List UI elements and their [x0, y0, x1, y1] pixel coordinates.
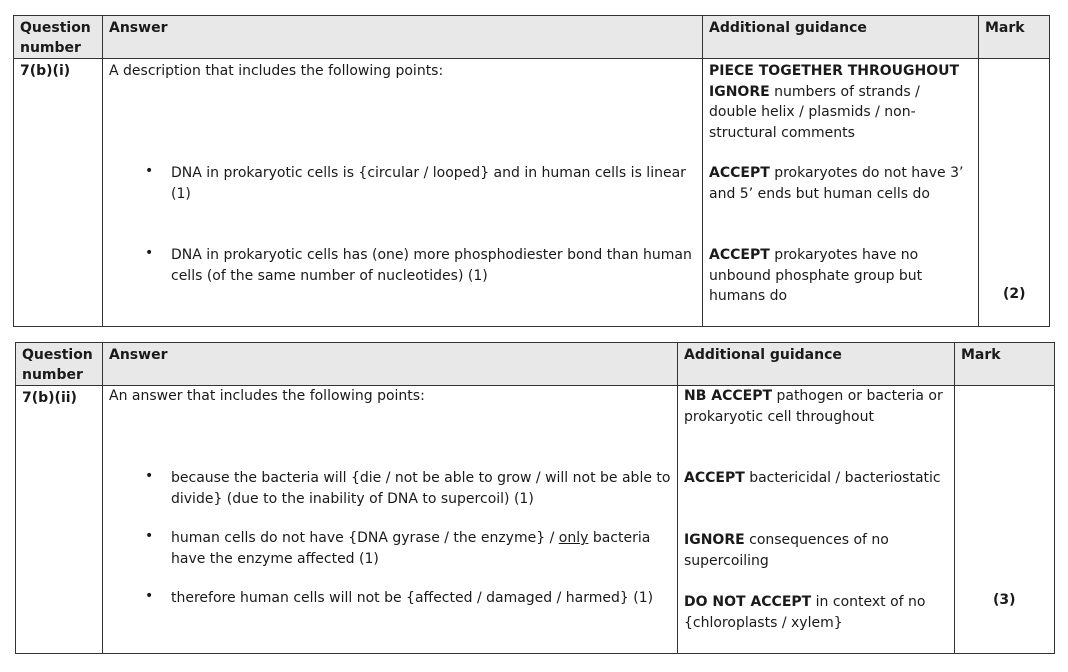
header-mark: Mark: [979, 16, 1050, 59]
guidance-bold: IGNORE: [684, 532, 745, 548]
guidance-bold: PIECE TOGETHER THROUGHOUT: [709, 63, 960, 79]
bullet-text: because the bacteria will {die / not be able to grow / will not be able to divide} (due to the inability of DNA to supercoil) (1): [171, 470, 671, 507]
mark-scheme-table-1: [13, 15, 1050, 327]
guidance-note: [709, 163, 971, 204]
bullet-text: DNA in prokaryotic cells has (one) more phosphodiester bond than human cells (of the same number of nucleotides) (1): [171, 247, 692, 284]
question-number-cell: [16, 386, 103, 654]
guidance-text: numbers of strands / double helix / plasmids / non-structural comments: [709, 83, 920, 141]
mark-value: (2): [1003, 286, 1026, 302]
header-question-number: Question number: [14, 16, 103, 59]
mark-cell: [955, 386, 1055, 654]
answer-cell: [103, 59, 703, 327]
mark-cell: [979, 59, 1050, 327]
mark-scheme-table-2: [15, 342, 1055, 654]
guidance-bold: DO NOT ACCEPT: [684, 594, 812, 610]
guidance-bold: IGNORE: [709, 83, 770, 100]
answer-cell: [103, 386, 678, 654]
guidance-cell: [703, 59, 979, 327]
header-mark: Mark: [955, 343, 1055, 386]
answer-intro: A description that includes the following points:: [109, 63, 444, 79]
guidance-text: prokaryotes have no unbound phosphate group but humans do: [709, 247, 923, 304]
bullet-icon: •: [145, 588, 154, 604]
guidance-bold: ACCEPT: [709, 165, 770, 181]
bullet-icon: •: [145, 528, 154, 544]
guidance-note: [684, 530, 946, 571]
mark-value: (3): [993, 592, 1016, 608]
guidance-note: [684, 468, 946, 489]
bullet-text-part: human cells do not have {DNA gyrase / the enzyme} /: [171, 530, 559, 546]
guidance-note: [709, 245, 971, 307]
header-question-number: Question number: [16, 343, 103, 386]
question-number-cell: [14, 59, 103, 327]
guidance-note: [684, 386, 946, 427]
header-answer: Answer: [103, 343, 678, 386]
guidance-cell: [678, 386, 955, 654]
header-additional-guidance: Additional guidance: [678, 343, 955, 386]
header-additional-guidance: Additional guidance: [703, 16, 979, 59]
guidance-bold: ACCEPT: [684, 470, 745, 486]
guidance-bold: NB ACCEPT: [684, 388, 773, 404]
guidance-bold: ACCEPT: [709, 247, 770, 263]
guidance-text: consequences of no supercoiling: [684, 532, 889, 569]
question-number: 7(b)(ii): [22, 390, 77, 406]
bullet-text-underlined: only: [558, 530, 589, 546]
bullet-icon: •: [145, 163, 154, 179]
guidance-note: [709, 61, 971, 143]
guidance-note: [684, 592, 946, 633]
guidance-text: prokaryotes do not have 3’ and 5’ ends but human cells do: [709, 165, 964, 202]
question-number: 7(b)(i): [20, 63, 71, 79]
bullet-text: [171, 528, 651, 569]
bullet-icon: •: [145, 468, 154, 484]
answer-intro: An answer that includes the following points:: [109, 388, 425, 404]
guidance-text: bactericidal / bacteriostatic: [744, 470, 941, 486]
bullet-text-part: bacteria have the enzyme affected (1): [171, 530, 651, 567]
bullet-text: therefore human cells will not be {affected / damaged / harmed} (1): [171, 590, 654, 606]
bullet-text: DNA in prokaryotic cells is {circular / looped} and in human cells is linear (1): [171, 165, 686, 202]
guidance-text: pathogen or bacteria or prokaryotic cell throughout: [684, 388, 943, 425]
guidance-text: in context of no {chloroplasts / xylem}: [684, 594, 926, 631]
bullet-icon: •: [145, 245, 154, 261]
header-answer: Answer: [103, 16, 703, 59]
